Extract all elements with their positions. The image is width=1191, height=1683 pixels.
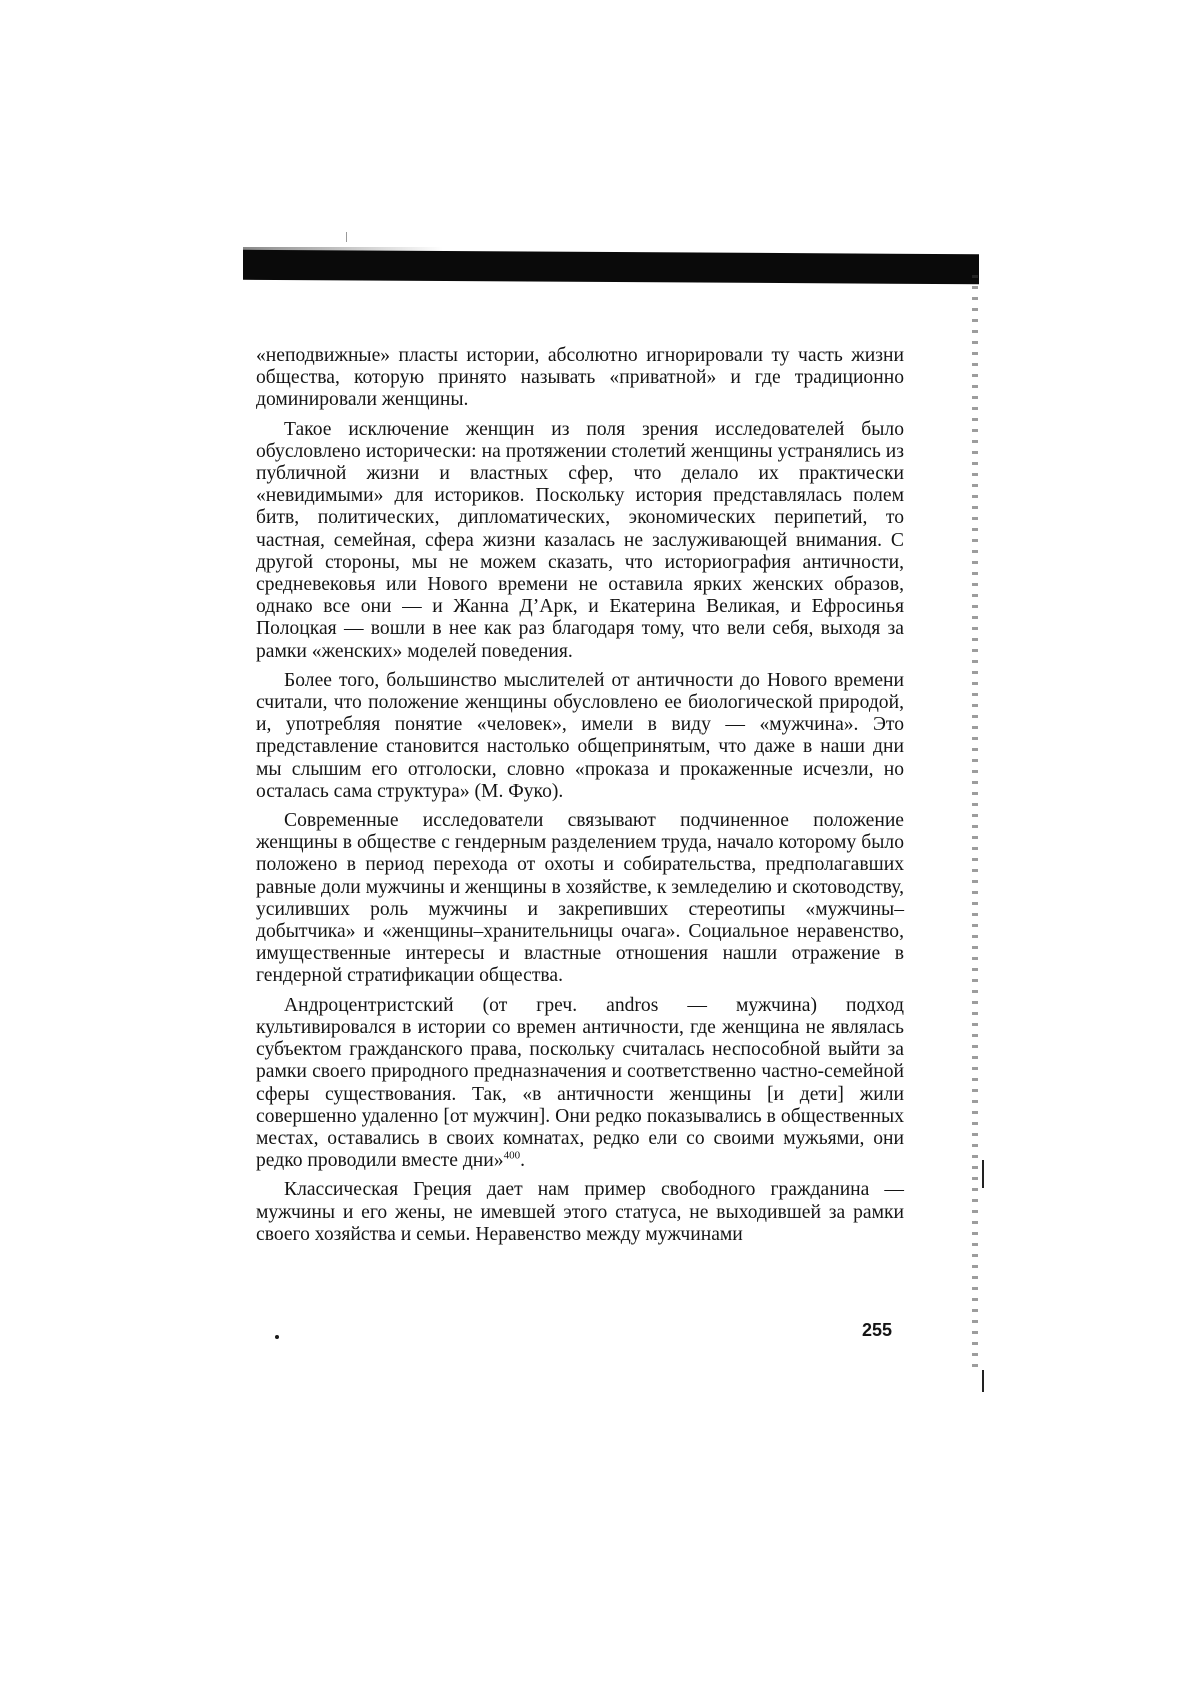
header-bar [243, 250, 979, 284]
page-number: 255 [862, 1320, 893, 1340]
paragraph-text: Классическая Греция дает нам пример свободного гражданина — мужчины и его жены, не имевшей этого статуса, не выходившей за рамки своего хозяйства и семьи. Неравенство между мужчинами [256, 1179, 904, 1245]
paragraph-text: Более того, большинство мыслителей от античности до Нового времени считали, что положение женщины обусловлено ее биологической природой, и, употребляя понятие «человек», имели в виду — «мужчина». Это представление становится настолько общепринятым, что даже в наши дни мы слышим его отголоски, словно «проказа и прокаженные исчезли, но осталась сама структура» (М. Фуко). [256, 669, 904, 802]
footnote-ref: 400 [503, 1149, 521, 1162]
paragraph [256, 419, 904, 663]
paragraph-text: Такое исключение женщин из поля зрения исследователей было обусловлено исторически: на протяжении столетий женщины устранялись из публичной жизни и властных сфер, что делало их практически «невидимыми» для историков. Поскольку история представлялась полем битв, политических, дипломатических, экономических перипетий, то частная, семейная, сфера жизни казалась не заслуживающей внимания. С другой стороны, мы не можем сказать, что историография античности, средневековья или Нового времени не оставила ярких женских образов, однако все они — и Жанна Д’Арк, и Екатерина Великая, и Ефросинья Полоцкая — вошли в нее как раз благодаря тому, что вели себя, выходя за рамки «женских» моделей поведения. [256, 418, 904, 662]
paragraph: Андроцентристский (от греч. andros — мужчина) подход культивировался в истории со времен античности, где женщина не являлась субъектом гражданского права, поскольку считалась неспособной выйти за рамки своего природного предназначения и соответственно частно-семейной сферы существования. Так, «в античности женщины [и дети] жили совершенно удаленно [от мужчин]. Они редко показывались в общественных местах, оставались в своих комнатах, редко ели со своими мужьями, они редко проводили вместе дни»$^{400}$. [256, 994, 904, 1172]
paragraph [256, 810, 904, 988]
paragraph-text: Современные исследователи связывают подчиненное положение женщины в обществе с гендерным разделением труда, начало которому было положено в период перехода от охоты и собирательства, предполагавших равные доли мужчины и женщины в хозяйстве, к земледелию и скотоводству, усиливших роль мужчины и закрепивших стереотипы «мужчины–добытчика» и «женщины–хранительницы очага». Социальное неравенство, имущественные интересы и властные отношения нашли отражение в гендерной стратификации общества. [256, 810, 904, 987]
paragraph-text: Андроцентристский (от греч. andros — мужчина) подход культивировался в истории со времен античности, где женщина не являлась субъектом гражданского права, поскольку считалась неспособной выйти за рамки своего природного предназначения и соответственно частно-семейной сферы существования. Так, «в античности женщины [и дети] жили совершенно удаленно [от мужчин]. Они редко показывались в общественных местах, оставались в своих комнатах, редко ели со своими мужьями, они редко проводили вместе дни» [256, 994, 904, 1172]
margin-mark [982, 1160, 984, 1188]
body-text [256, 345, 904, 1253]
margin-mark [982, 1370, 984, 1392]
paragraph [256, 345, 904, 412]
scan-edge-artifact [972, 275, 978, 1375]
paragraph-text: «неподвижные» пласты истории, абсолютно игнорировали ту часть жизни общества, которую принято называть «приватной» и где традиционно доминировали женщины. [256, 345, 904, 411]
paragraph [256, 1179, 904, 1246]
scan-mark [346, 232, 347, 242]
paragraph [256, 670, 904, 803]
footer-dot [275, 1335, 279, 1339]
